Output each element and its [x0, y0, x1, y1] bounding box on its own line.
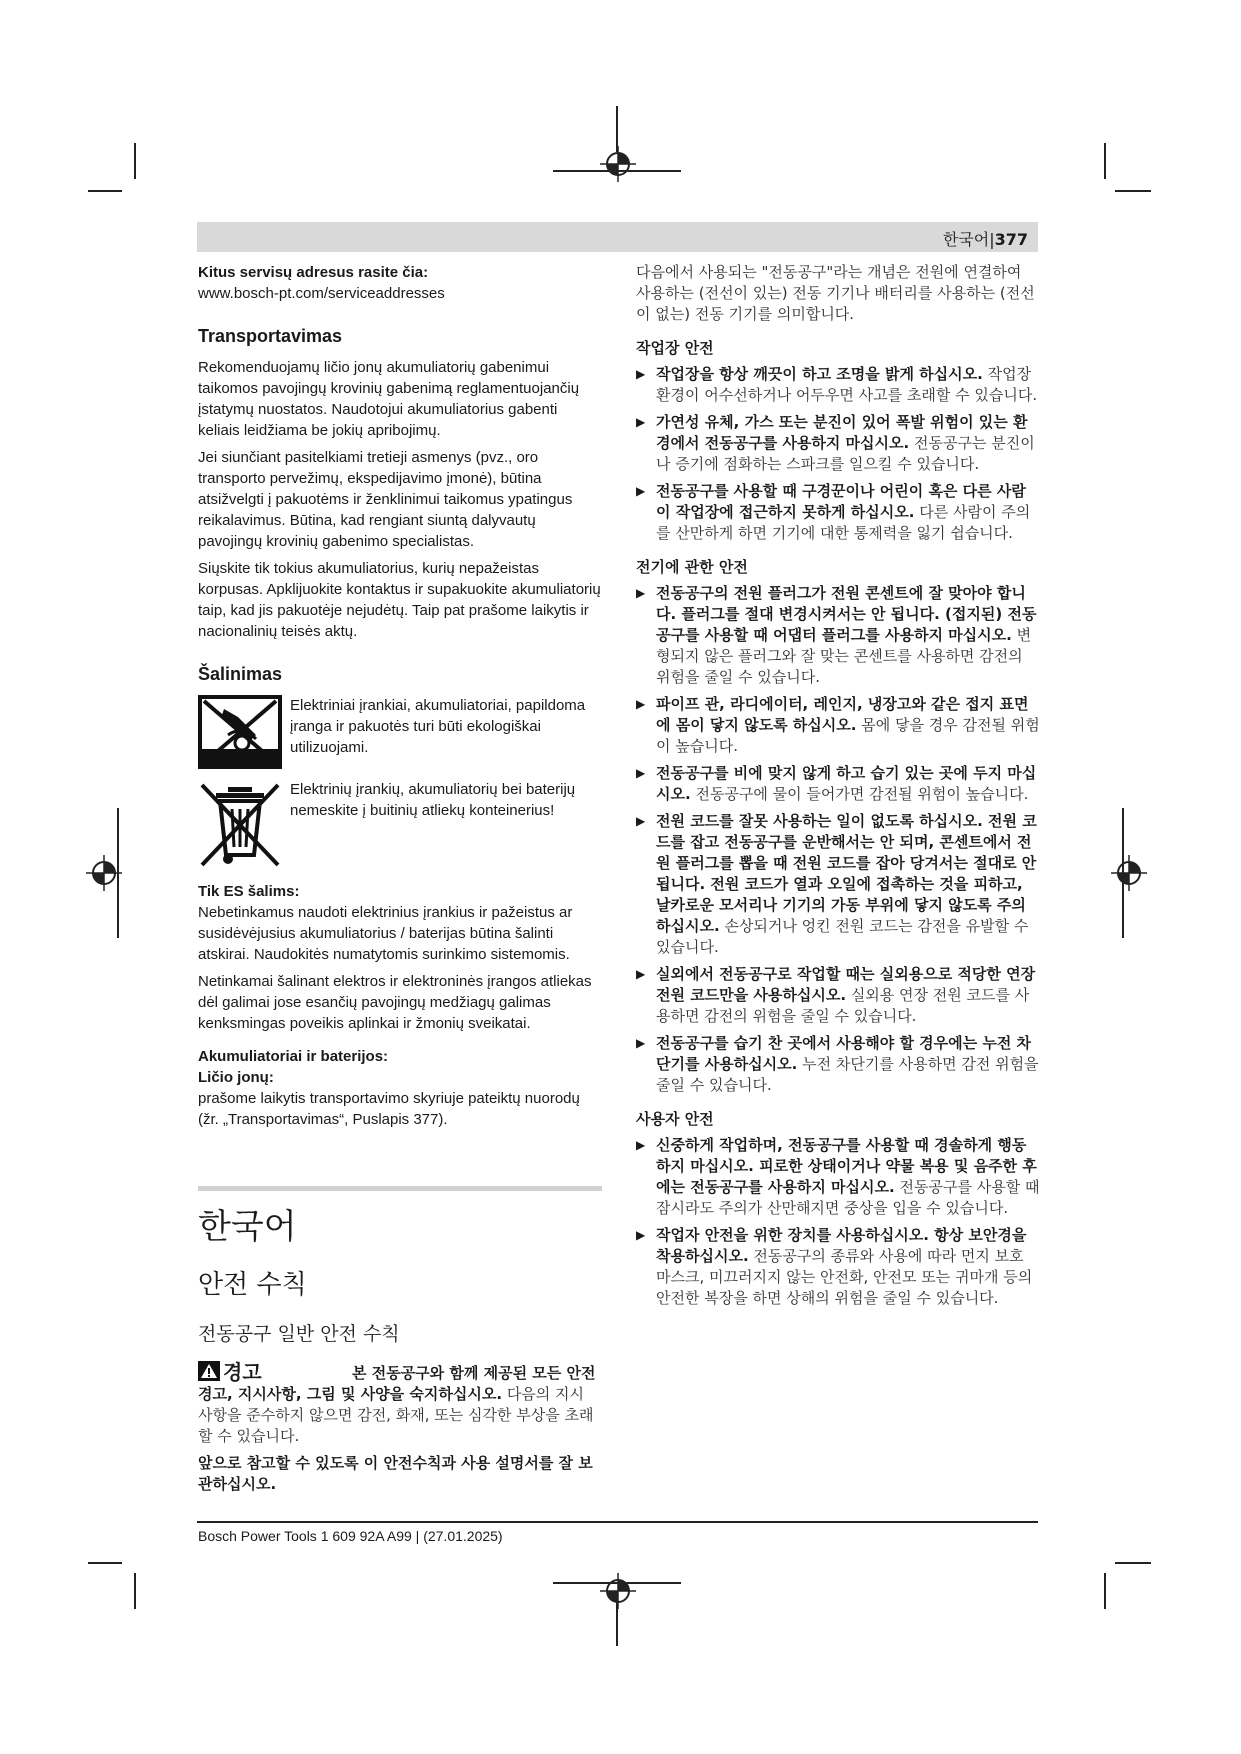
list-item: ▶ 작업자 안전을 위한 장치를 사용하십시오. 항상 보안경을 착용하십시오. 전동공구의 종류와 사용에 따라 먼지 보호 마스크, 미끄러지지 않는 안전화, 안전모 또는 귀마개 등의 안전한 복장을 하면 상해의 위험을 줄일 수 있습니다.: [636, 1226, 1033, 1307]
disposal-row-1: [198, 695, 603, 769]
transport-title: Transportavimas: [198, 326, 343, 346]
page-number: 377: [994, 230, 1028, 249]
left-column: [198, 262, 603, 1495]
bullet-arrow-icon: ▶: [636, 814, 646, 828]
warning-bold-text: 본 전동공구와 함께 제공된 모든 안전경고, 지시사항, 그림 및 사양을 숙지하십시오.: [198, 1364, 596, 1403]
user-safety-title: 사용자 안전: [636, 1110, 714, 1128]
registration-mark-icon: [84, 853, 124, 893]
disposal-text-2: Elektrinių įrankių, akumuliatorių bei baterijų nemeskite į buitinių atliekų konteinerius!: [290, 781, 576, 819]
crop-mark: [1104, 143, 1106, 179]
right-column: [636, 262, 1040, 1315]
general-safety-title: 전동공구 일반 안전 수칙: [198, 1323, 400, 1345]
registration-mark-icon: [1109, 853, 1149, 893]
footer-rule: [197, 1521, 1038, 1523]
header-language: 한국어: [942, 230, 990, 249]
bullet-arrow-icon: ▶: [636, 967, 646, 981]
keep-notice: 앞으로 참고할 수 있도록 이 안전수칙과 사용 설명서를 잘 보관하십시오.: [198, 1454, 593, 1493]
warning-label-text: 경고: [223, 1360, 262, 1384]
lithium-text: prašome laikytis transportavimo skyriuje pateiktų nuorodų (žr. „Transportavimas“, Puslapis 377).: [198, 1090, 580, 1128]
lithium-heading: Ličio jonų:: [198, 1069, 274, 1086]
crop-mark: [134, 1573, 136, 1609]
warning-normal-text: 다음의 지시 사항을 준수하지 않으면 감전, 화재, 또는 심각한 부상을 초래할 수 있습니다.: [198, 1385, 594, 1445]
battery-heading: Akumuliatoriai ir baterijos:: [198, 1048, 389, 1065]
eu-paragraph-1: Nebetinkamus naudoti elektrinius įrankius ir pažeistus ar susidėvėjusius akumuliatorius / baterijas būtina šalinti atskirai. Naudokitės numatytomis surinkimo sistemomis.: [198, 904, 573, 963]
language-title: 한국어: [198, 1207, 297, 1247]
crop-mark: [1104, 1573, 1106, 1609]
list-item: ▶ 전원 코드를 잘못 사용하는 일이 없도록 하십시오. 전원 코드를 잡고 전동공구를 운반해서는 안 되며, 콘센트에서 전원 플러그를 뽑을 때 전원 코드를 잡아 당겨서는 절대로 안 됩니다. 전원 코드가 열과 오일에 접촉하는 것을 피하고, 날카로운 모서리나 기기의 가동 부위에 닿지 않도록 주의하십시오. 손상되거나 엉킨 전원 코드는 감전을 유발할 수 있습니다.: [636, 812, 1037, 956]
list-item: ▶ 전동공구를 사용할 때 구경꾼이나 어린이 혹은 다른 사람이 작업장에 접근하지 못하게 하십시오. 다른 사람이 주의를 산만하게 하면 기기에 대한 통제력을 잃기 쉽습니다.: [636, 482, 1031, 542]
electric-list: [636, 583, 1040, 1096]
crop-mark: [1115, 190, 1151, 192]
bullet-arrow-icon: ▶: [636, 766, 646, 780]
page-header: [197, 222, 1038, 252]
list-item: ▶ 전동공구를 습기 찬 곳에서 사용해야 할 경우에는 누전 차단기를 사용하십시오. 누전 차단기를 사용하면 감전 위험을 줄일 수 있습니다.: [636, 1034, 1039, 1094]
list-item: ▶ 가연성 유체, 가스 또는 분진이 있어 폭발 위험이 있는 환경에서 전동공구를 사용하지 마십시오. 전동공구는 분진이나 증기에 점화하는 스파크를 일으킬 수 있습니다.: [636, 413, 1035, 473]
crop-mark: [88, 190, 122, 192]
list-item: ▶ 전동공구의 전원 플러그가 전원 콘센트에 잘 맞아야 합니다. 플러그를 절대 변경시켜서는 안 됩니다. (접지된) 전동공구를 사용할 때 어댑터 플러그를 사용하지 마십시오. 변형되지 않은 플러그와 잘 맞는 콘센트를 사용하면 감전의 위험을 줄일 수 있습니다.: [636, 584, 1037, 686]
bullet-arrow-icon: ▶: [636, 415, 646, 429]
bullet-arrow-icon: ▶: [636, 484, 646, 498]
bullet-arrow-icon: ▶: [636, 1138, 646, 1152]
list-item: ▶ 작업장을 항상 깨끗이 하고 조명을 밝게 하십시오. 작업장 환경이 어수선하거나 어두우면 사고를 초래할 수 있습니다.: [636, 365, 1038, 404]
service-heading: Kitus servisų adresus rasite čia:: [198, 264, 429, 281]
page-header-text: [943, 227, 1028, 250]
intro-paragraph: 다음에서 사용되는 "전동공구"라는 개념은 전원에 연결하여 사용하는 (전선이 있는) 전동 기기나 배터리를 사용하는 (전선이 없는) 전동 기기를 의미합니다.: [636, 263, 1035, 323]
transport-paragraph-3: Siųskite tik tokius akumuliatorius, kurių nepažeistas korpusas. Apklijuokite kontaktus ir supakuokite akumuliatorių taip, kad jis pakuotėje nejudėtų. Taip pat prašome laikytis ir nacionalinių teisės aktų.: [198, 560, 601, 640]
disposal-text-1: Elektriniai įrankiai, akumuliatoriai, papildoma įranga ir pakuotės turi būti ekologiškai utilizuojami.: [290, 697, 586, 756]
workplace-title: 작업장 안전: [636, 339, 714, 357]
workplace-list: [636, 364, 1040, 544]
service-url: www.bosch-pt.com/serviceaddresses: [198, 285, 445, 302]
crop-mark: [134, 143, 136, 179]
disposal-row-2: [198, 779, 603, 869]
list-item: ▶ 신중하게 작업하며, 전동공구를 사용할 때 경솔하게 행동하지 마십시오. 피로한 상태이거나 약물 복용 및 음주한 후에는 전동공구를 사용하지 마십시오. 전동공구를 사용할 때 잠시라도 주의가 산만해지면 중상을 입을 수 있습니다.: [636, 1136, 1040, 1217]
list-item: ▶ 실외에서 전동공구로 작업할 때는 실외용으로 적당한 연장 전원 코드만을 사용하십시오. 실외용 연장 전원 코드를 사용하면 감전의 위험을 줄일 수 있습니다.: [636, 965, 1036, 1025]
registration-mark-icon: [598, 1571, 638, 1611]
warning-text: [198, 1363, 603, 1447]
bullet-arrow-icon: ▶: [636, 586, 646, 600]
eu-paragraph-2: Netinkamai šalinant elektros ir elektroninės įrangos atliekas dėl galimai jose esančių pavojingų medžiagų galimas kenksmingas poveikis aplinkai ir žmonių sveikatai.: [198, 973, 592, 1032]
electric-title: 전기에 관한 안전: [636, 558, 748, 576]
transport-paragraph-2: Jei siunčiant pasitelkiami tretieji asmenys (pvz., oro transporto pervežimų, ekspedijavimo įmonė), būtina atsižvelgti į pakuotėms ir ženklinimui taikomus ypatingus reikalavimus. Būtina, kad rengiant siuntą dalyvautų pavojingų krovinių gabenimo specialistas.: [198, 449, 573, 550]
header-separator: |: [989, 230, 995, 249]
safety-title: 안전 수칙: [198, 1270, 307, 1300]
list-item: ▶ 전동공구를 비에 맞지 않게 하고 습기 있는 곳에 두지 마십시오. 전동공구에 물이 들어가면 감전될 위험이 높습니다.: [636, 764, 1037, 803]
registration-mark-icon: [598, 144, 638, 184]
bullet-arrow-icon: ▶: [636, 1228, 646, 1242]
bullet-arrow-icon: ▶: [636, 1036, 646, 1050]
crop-mark: [88, 1562, 122, 1564]
section-divider: [198, 1186, 602, 1191]
user-safety-list: [636, 1135, 1040, 1309]
footer-text: Bosch Power Tools 1 609 92A A99 | (27.01.2025): [198, 1528, 503, 1544]
list-item: ▶ 파이프 관, 라디에이터, 레인지, 냉장고와 같은 접지 표면에 몸이 닿지 않도록 하십시오. 몸에 닿을 경우 감전될 위험이 높습니다.: [636, 695, 1040, 755]
disposal-title: Šalinimas: [198, 664, 283, 684]
bullet-arrow-icon: ▶: [636, 367, 646, 381]
transport-paragraph-1: Rekomenduojamų ličio jonų akumuliatorių gabenimui taikomos pavojingų krovinių gabenimą reglamentuojančių įstatymų nuostatos. Naudotojui akumuliatorius gabenti keliais leidžiama be jokių apribojimų.: [198, 359, 580, 439]
bullet-arrow-icon: ▶: [636, 697, 646, 711]
eu-heading: Tik ES šalims:: [198, 883, 300, 900]
crossed-bin-icon: [198, 779, 282, 869]
crop-mark: [1115, 1562, 1151, 1564]
recycle-tools-icon: [198, 695, 282, 769]
